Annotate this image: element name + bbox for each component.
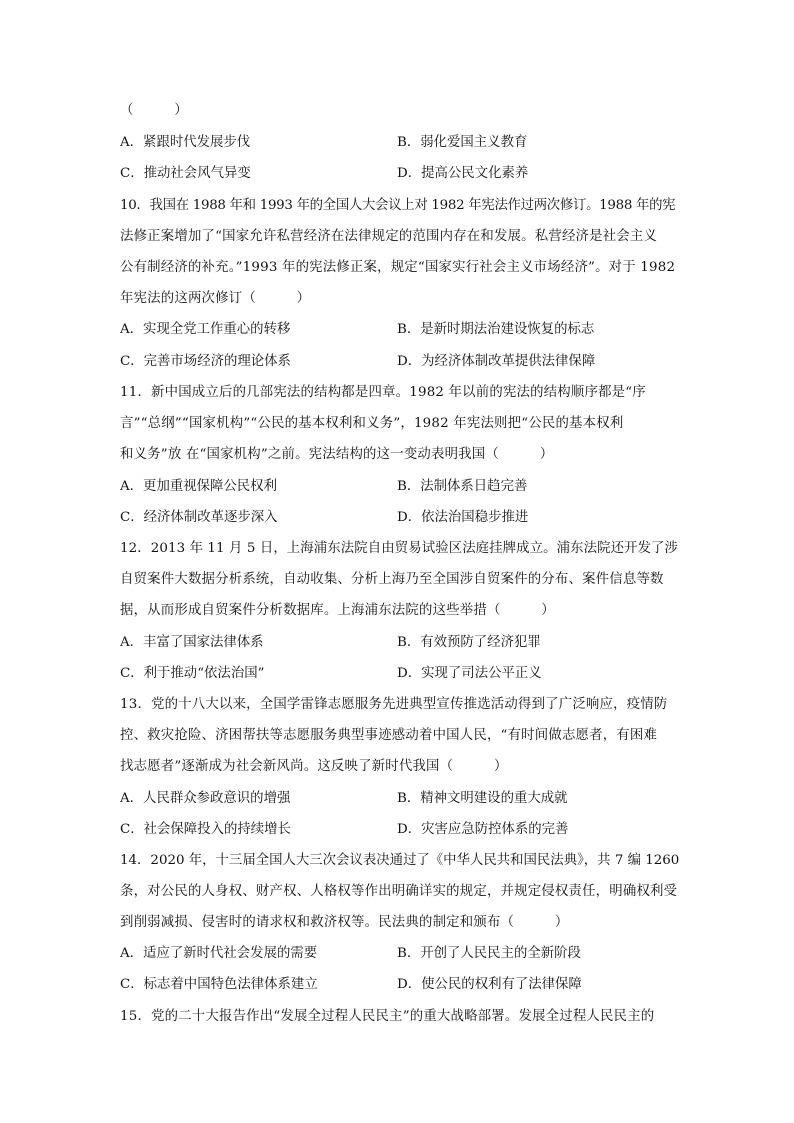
q14-stem-line: 条，对公民的人身权、财产权、人格权等作出明确详实的规定，并规定侵权责任，明确权利受 bbox=[120, 884, 678, 899]
q13-stem-line: 控、救灾抢险、济困帮扶等志愿服务典型事迹感动着中国人民，“有时间做志愿者，有困难 bbox=[120, 728, 658, 743]
q11-stem-line: 和义务”放 在“国家机构”之前。宪法结构的这一变动表明我国（ ） bbox=[120, 447, 554, 462]
q14-option-d: D．使公民的权利有了法律保障 bbox=[397, 977, 582, 992]
q14-option-a: A．适应了新时代社会发展的需要 bbox=[120, 946, 318, 961]
q14-stem-line: 14．2020 年，十三届全国人大三次会议表决通过了《中华人民共和国民法典》，共 7 编 1260 bbox=[120, 853, 680, 868]
q10-option-b: B．是新时期法治建设恢复的标志 bbox=[397, 322, 595, 337]
q11-option-d: D．依法治国稳步推进 bbox=[397, 510, 529, 525]
q13-option-b: B．精神文明建设的重大成就 bbox=[397, 791, 568, 806]
q14-option-b: B．开创了人民民主的全新阶段 bbox=[397, 946, 581, 961]
q10-option-d: D．为经济体制改革提供法律保障 bbox=[397, 354, 596, 369]
q10-stem-line: 法修正案增加了“国家允许私营经济在法律规定的范围内存在和发展。私营经济是社会主义 bbox=[120, 229, 658, 244]
q13-stem-line: 13．党的十八大以来，全国学雷锋志愿服务先进典型宣传推选活动得到了广泛响应，疫情防 bbox=[120, 697, 668, 712]
q13-option-a: A．人民群众参政意识的增强 bbox=[120, 791, 291, 806]
q11-option-c: C．经济体制改革逐步深入 bbox=[120, 510, 278, 525]
q14-stem-line: 到削弱减损、侵害时的请求权和救济权等。民法典的制定和颁布（ ） bbox=[120, 915, 569, 930]
q12-stem-line: 据，从而形成自贸案件分析数据库。上海浦东法院的这些举措（ ） bbox=[120, 603, 555, 618]
q11-stem-line: 言”“总纲”“国家机构”“公民的基本权利和义务”，1982 年宪法则把“公民的基本权利 bbox=[120, 416, 624, 431]
q13-option-c: C．社会保障投入的持续增长 bbox=[120, 822, 291, 837]
q9-option-b: B．弱化爱国主义教育 bbox=[397, 135, 528, 150]
q10-stem-line: 年宪法的这两次修订（ ） bbox=[120, 291, 311, 306]
q12-option-a: A．丰富了国家法律体系 bbox=[120, 635, 264, 650]
q9-option-a: A．紧跟时代发展步伐 bbox=[120, 135, 251, 150]
q12-stem-line: 自贸案件大数据分析系统，自动收集、分析上海乃至全国涉自贸案件的分布、案件信息等数 bbox=[120, 572, 664, 587]
q9-option-d: D．提高公民文化素养 bbox=[397, 166, 529, 181]
q13-stem-line: 找志愿者”逐渐成为社会新风尚。这反映了新时代我国（ ） bbox=[120, 759, 508, 774]
q9-option-c: C．推动社会风气异变 bbox=[120, 166, 251, 181]
q15-stem-line: 15．党的二十大报告作出“发展全过程人民民主”的重大战略部署。发展全过程人民民主的 bbox=[120, 1009, 655, 1024]
q10-stem-line: 公有制经济的补充。”1993 年的宪法修正案，规定“国家实行社会主义市场经济”。对于 1982 bbox=[120, 260, 676, 275]
q11-option-b: B．法制体系日趋完善 bbox=[397, 479, 528, 494]
answer-blank: （ ） bbox=[120, 103, 188, 118]
q12-option-b: B．有效预防了经济犯罪 bbox=[397, 635, 541, 650]
q12-option-c: C．利于推动“依法治国” bbox=[120, 666, 265, 681]
q11-option-a: A．更加重视保障公民权利 bbox=[120, 479, 277, 494]
q12-stem-line: 12．2013 年 11 月 5 日，上海浦东法院自由贸易试验区法庭挂牌成立。浦东法院还开发了涉 bbox=[120, 541, 679, 556]
q11-stem-line: 11．新中国成立后的几部宪法的结构都是四章。1982 年以前的宪法的结构顺序都是“序 bbox=[120, 385, 646, 400]
q10-option-c: C．完善市场经济的理论体系 bbox=[120, 354, 291, 369]
q13-option-d: D．灾害应急防控体系的完善 bbox=[397, 822, 569, 837]
q14-option-c: C．标志着中国特色法律体系建立 bbox=[120, 977, 318, 992]
q12-option-d: D．实现了司法公平正义 bbox=[397, 666, 542, 681]
q10-stem-line: 10．我国在 1988 年和 1993 年的全国人大会议上对 1982 年宪法作过两次修订。1988 年的宪 bbox=[120, 198, 676, 213]
q10-option-a: A．实现全党工作重心的转移 bbox=[120, 322, 291, 337]
